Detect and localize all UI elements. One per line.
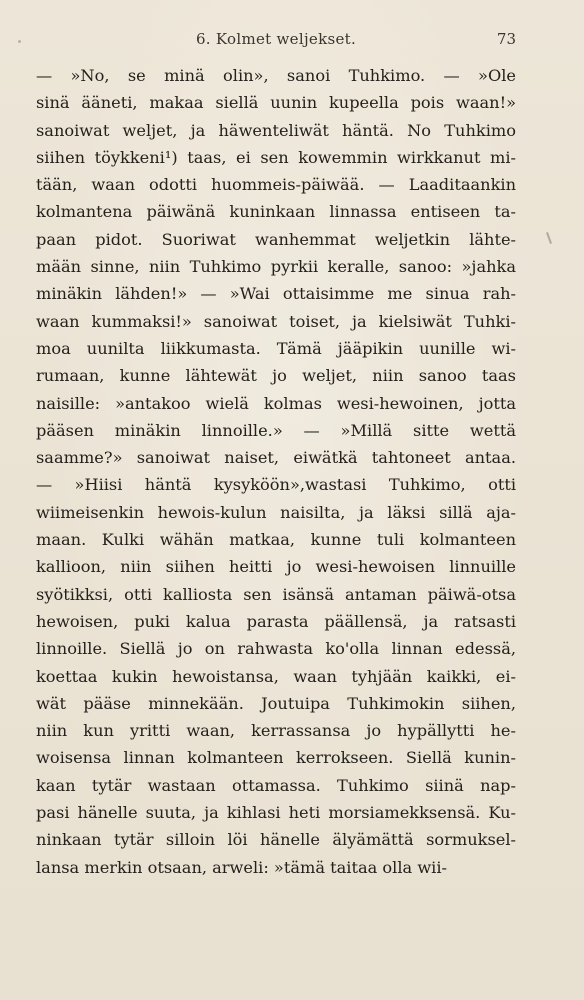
text-line: woisensa linnan kolmanteen kerrokseen. Siellä kunin-: [36, 748, 516, 768]
text-line: siihen töykkeni¹) taas, ei sen kowemmin wirkkanut mi-: [36, 147, 516, 167]
text-line: wät pääse minnekään. Joutuipa Tuhkimokin siihen,: [36, 693, 516, 713]
text-line: kallioon, niin siihen heitti jo wesi-hewoisen linnuille: [36, 557, 516, 577]
text-line: koettaa kukin hewoistansa, waan tyhjään kaikki, ei-: [36, 666, 516, 686]
text-line: kolmantena päiwänä kuninkaan linnassa entiseen ta-: [36, 202, 516, 222]
text-line: saamme?» sanoiwat naiset, eiwätkä tahtoneet antaa.: [36, 448, 516, 468]
text-line: minäkin lähden!» — »Wai ottaisimme me sinua rah-: [36, 284, 516, 304]
text-line: moa uunilta liikkumasta. Tämä jääpikin uunille wi-: [36, 338, 516, 358]
text-line: maan. Kulki wähän matkaa, kunne tuli kolmanteen: [36, 530, 516, 550]
text-line: hewoisen, puki kalua parasta päällensä, ja ratsasti: [36, 611, 516, 631]
running-title: 6. Kolmet weljekset.: [195, 30, 357, 48]
text-line: linnoille. Siellä jo on rahwasta ko'olla linnan edessä,: [36, 639, 516, 659]
text-line: — »No, se minä olin», sanoi Tuhkimo. — »Ole: [36, 66, 516, 85]
page-header: [36, 30, 516, 56]
text-line: kaan tytär wastaan ottamassa. Tuhkimo siinä nap-: [36, 775, 516, 795]
text-line: tään, waan odotti huommeis-päiwää. — Laaditaankin: [36, 175, 516, 195]
text-line: syötikksi, otti kalliosta sen isänsä antaman päiwä-otsa: [36, 584, 516, 604]
text-line: sanoiwat weljet, ja häwenteliwät häntä. No Tuhkimo: [36, 120, 516, 140]
text-line: pasi hänelle suuta, ja kihlasi heti morsiamekksensä. Ku-: [36, 803, 516, 823]
page-blemish: [18, 40, 21, 43]
body-text: [36, 62, 516, 881]
page-number: 73: [496, 30, 516, 48]
margin-mark: [546, 232, 552, 244]
text-line: waan kummaksi!» sanoiwat toiset, ja kielsiwät Tuhki-: [36, 311, 516, 331]
text-line: lansa merkin otsaan, arweli: »tämä taitaa olla wii-: [36, 857, 448, 877]
text-line: rumaan, kunne lähtewät jo weljet, niin sanoo taas: [36, 366, 516, 386]
text-line: sinä ääneti, makaa siellä uunin kupeella pois waan!»: [36, 93, 516, 113]
text-line: naisille: »antakoo wielä kolmas wesi-hewoinen, jotta: [36, 393, 516, 413]
text-line: niin kun yritti waan, kerrassansa jo hypällytti he-: [36, 721, 516, 741]
text-line: mään sinne, niin Tuhkimo pyrkii keralle, sanoo: »jahka: [36, 257, 516, 277]
text-line: paan pidot. Suoriwat wanhemmat weljetkin lähte-: [36, 229, 516, 249]
text-line: — »Hiisi häntä kysyköön»,wastasi Tuhkimo, otti: [36, 475, 516, 495]
text-line: pääsen minäkin linnoille.» — »Millä sitte wettä: [36, 420, 516, 440]
text-line: wiimeisenkin hewois-kulun naisilta, ja läksi sillä aja-: [36, 502, 516, 522]
text-line: ninkaan tytär silloin löi hänelle älyämättä sormuksel-: [36, 830, 516, 850]
